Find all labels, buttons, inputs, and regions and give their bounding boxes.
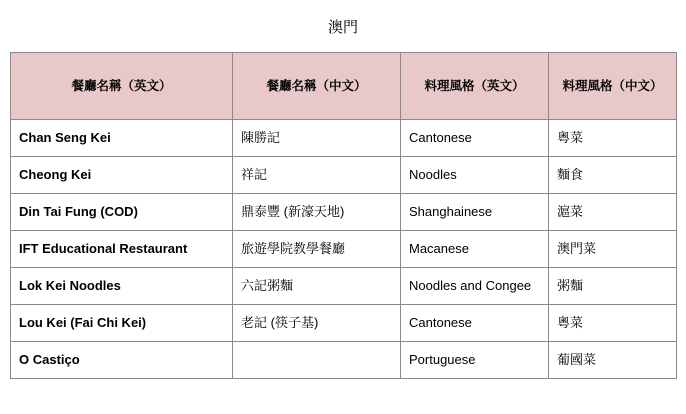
cell-name-zh: 祥記 bbox=[233, 157, 401, 194]
cell-name-en: IFT Educational Restaurant bbox=[11, 231, 233, 268]
cell-name-en: O Castiço bbox=[11, 342, 233, 379]
table-row bbox=[11, 268, 677, 305]
cell-name-zh: 六記粥麵 bbox=[233, 268, 401, 305]
table-row bbox=[11, 157, 677, 194]
table-row bbox=[11, 120, 677, 157]
cell-cuisine-en: Noodles bbox=[401, 157, 549, 194]
table-header bbox=[11, 53, 677, 120]
table-row bbox=[11, 194, 677, 231]
cell-cuisine-en: Macanese bbox=[401, 231, 549, 268]
table-container bbox=[0, 52, 686, 379]
cell-name-en: Cheong Kei bbox=[11, 157, 233, 194]
table-row bbox=[11, 342, 677, 379]
cell-cuisine-zh: 粵菜 bbox=[549, 305, 677, 342]
cell-name-en: Lou Kei (Fai Chi Kei) bbox=[11, 305, 233, 342]
cell-name-en: Chan Seng Kei bbox=[11, 120, 233, 157]
cell-cuisine-zh: 葡國菜 bbox=[549, 342, 677, 379]
cell-cuisine-zh: 麵食 bbox=[549, 157, 677, 194]
table-row bbox=[11, 231, 677, 268]
cell-cuisine-zh: 滬菜 bbox=[549, 194, 677, 231]
cell-name-zh: 鼎泰豐 (新濠天地) bbox=[233, 194, 401, 231]
cell-name-zh bbox=[233, 342, 401, 379]
column-header-cuisine-zh: 料理風格（中文） bbox=[549, 53, 677, 120]
cell-cuisine-en: Cantonese bbox=[401, 305, 549, 342]
cell-cuisine-en: Portuguese bbox=[401, 342, 549, 379]
cell-name-zh: 老記 (筷子基) bbox=[233, 305, 401, 342]
table-row bbox=[11, 305, 677, 342]
cell-name-en: Lok Kei Noodles bbox=[11, 268, 233, 305]
cell-cuisine-en: Noodles and Congee bbox=[401, 268, 549, 305]
cell-name-en: Din Tai Fung (COD) bbox=[11, 194, 233, 231]
column-header-name-en: 餐廳名稱（英文） bbox=[11, 53, 233, 120]
restaurant-table bbox=[10, 52, 677, 379]
table-body bbox=[11, 120, 677, 379]
table-header-row bbox=[11, 53, 677, 120]
cell-name-zh: 旅遊學院教學餐廳 bbox=[233, 231, 401, 268]
column-header-cuisine-en: 料理風格（英文） bbox=[401, 53, 549, 120]
cell-cuisine-en: Shanghainese bbox=[401, 194, 549, 231]
cell-cuisine-zh: 粵菜 bbox=[549, 120, 677, 157]
cell-name-zh: 陳勝記 bbox=[233, 120, 401, 157]
cell-cuisine-zh: 澳門菜 bbox=[549, 231, 677, 268]
cell-cuisine-en: Cantonese bbox=[401, 120, 549, 157]
page-title: 澳門 bbox=[327, 19, 358, 36]
column-header-name-zh: 餐廳名稱（中文） bbox=[233, 53, 401, 120]
cell-cuisine-zh: 粥麵 bbox=[549, 268, 677, 305]
